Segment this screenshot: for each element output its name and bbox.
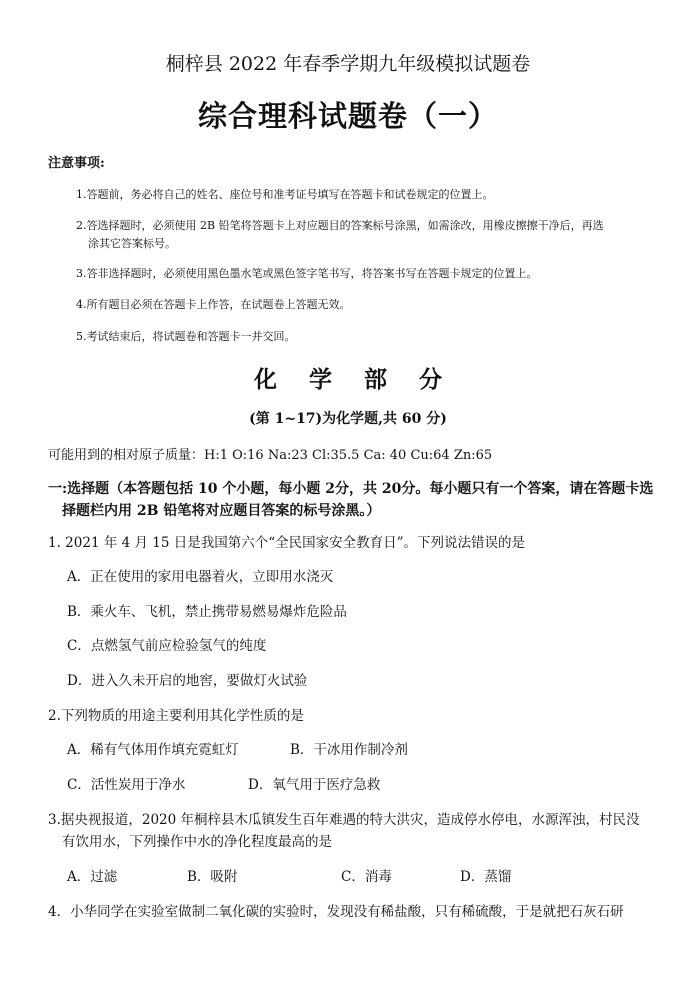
question-4-stem: 4．小华同学在实验室做制二氧化碳的实验时，发现没有稀盐酸，只有稀硫酸，于是就把石灰石研 xyxy=(48,904,624,920)
notice-item: 5.考试结束后，将试题卷和答题卡一并交回。 xyxy=(76,330,296,343)
part-heading: 一:选择题（本答题包括 10 个小题，每小题 2分，共 20分。每小题只有一个答案，请在答题卡选 xyxy=(48,481,654,497)
question-3-option-d: D．蒸馏 xyxy=(460,869,512,885)
question-3-stem-continued: 有饮用水，下列操作中水的净化程度最高的是 xyxy=(62,834,332,850)
question-3-option-c: C．消毒 xyxy=(341,869,392,885)
question-1-option-d: D．进入久未开启的地窖，要做灯火试验 xyxy=(67,673,308,689)
notice-heading: 注意事项: xyxy=(48,156,105,171)
question-3-option-a: A．过滤 xyxy=(67,869,118,885)
notice-item: 1.答题前，务必将自己的姓名、座位号和准考证号填写在答题卡和试卷规定的位置上。 xyxy=(76,188,494,201)
exam-title: 桐梓县 2022 年春季学期九年级模拟试题卷 xyxy=(165,53,531,75)
question-2-option-c: C．活性炭用于净水 xyxy=(67,777,186,793)
question-3-stem: 3.据央视报道，2020 年桐梓县木瓜镇发生百年难遇的特大洪灾，造成停水停电，水源浑浊，村民没 xyxy=(48,812,640,828)
question-2-option-b: B．干冰用作制冷剂 xyxy=(290,742,408,758)
part-heading-continued: 择题栏内用 2B 铅笔将对应题目答案的标号涂黑。） xyxy=(62,503,381,519)
notice-item: 4.所有题目必须在答题卡上作答，在试题卷上答题无效。 xyxy=(76,298,351,311)
section-char: 学 xyxy=(309,366,332,393)
question-2-option-d: D．氧气用于医疗急救 xyxy=(248,777,381,793)
section-range: (第 1~17)为化学题,共 60 分) xyxy=(249,411,447,427)
section-title xyxy=(0,361,696,394)
question-1-stem: 1. 2021 年 4 月 15 日是我国第六个“全民国家安全教育日”。下列说法错误的是 xyxy=(48,535,526,551)
question-1-option-c: C．点燃氢气前应检验氢气的纯度 xyxy=(67,638,267,654)
question-3-option-b: B．吸附 xyxy=(187,869,238,885)
notice-item: 3.答非选择题时，必须使用黑色墨水笔或黑色签字笔书写，将答案书写在答题卡规定的位置上。 xyxy=(76,267,538,280)
atomic-masses: 可能用到的相对原子质量：H:1 O:16 Na:23 Cl:35.5 Ca: 40 Cu:64 Zn:65 xyxy=(48,448,493,463)
notice-item-continued: 涂其它答案标号。 xyxy=(88,237,176,250)
question-1-option-a: A．正在使用的家用电器着火，立即用水浇灭 xyxy=(67,569,334,585)
question-2-stem: 2.下列物质的用途主要利用其化学性质的是 xyxy=(48,708,304,724)
section-char: 分 xyxy=(419,366,442,393)
notice-item: 2.答选择题时，必须使用 2B 铅笔将答题卡上对应题目的答案标号涂黑，如需涂改，用橡皮擦擦干净后，再选 xyxy=(76,219,604,232)
section-char: 部 xyxy=(364,366,387,393)
question-1-option-b: B．乘火车、飞机，禁止携带易燃易爆炸危险品 xyxy=(67,604,347,620)
question-2-option-a: A．稀有气体用作填充霓虹灯 xyxy=(67,742,239,758)
paper-title: 综合理科试题卷（一） xyxy=(197,99,498,133)
section-char: 化 xyxy=(254,366,277,393)
